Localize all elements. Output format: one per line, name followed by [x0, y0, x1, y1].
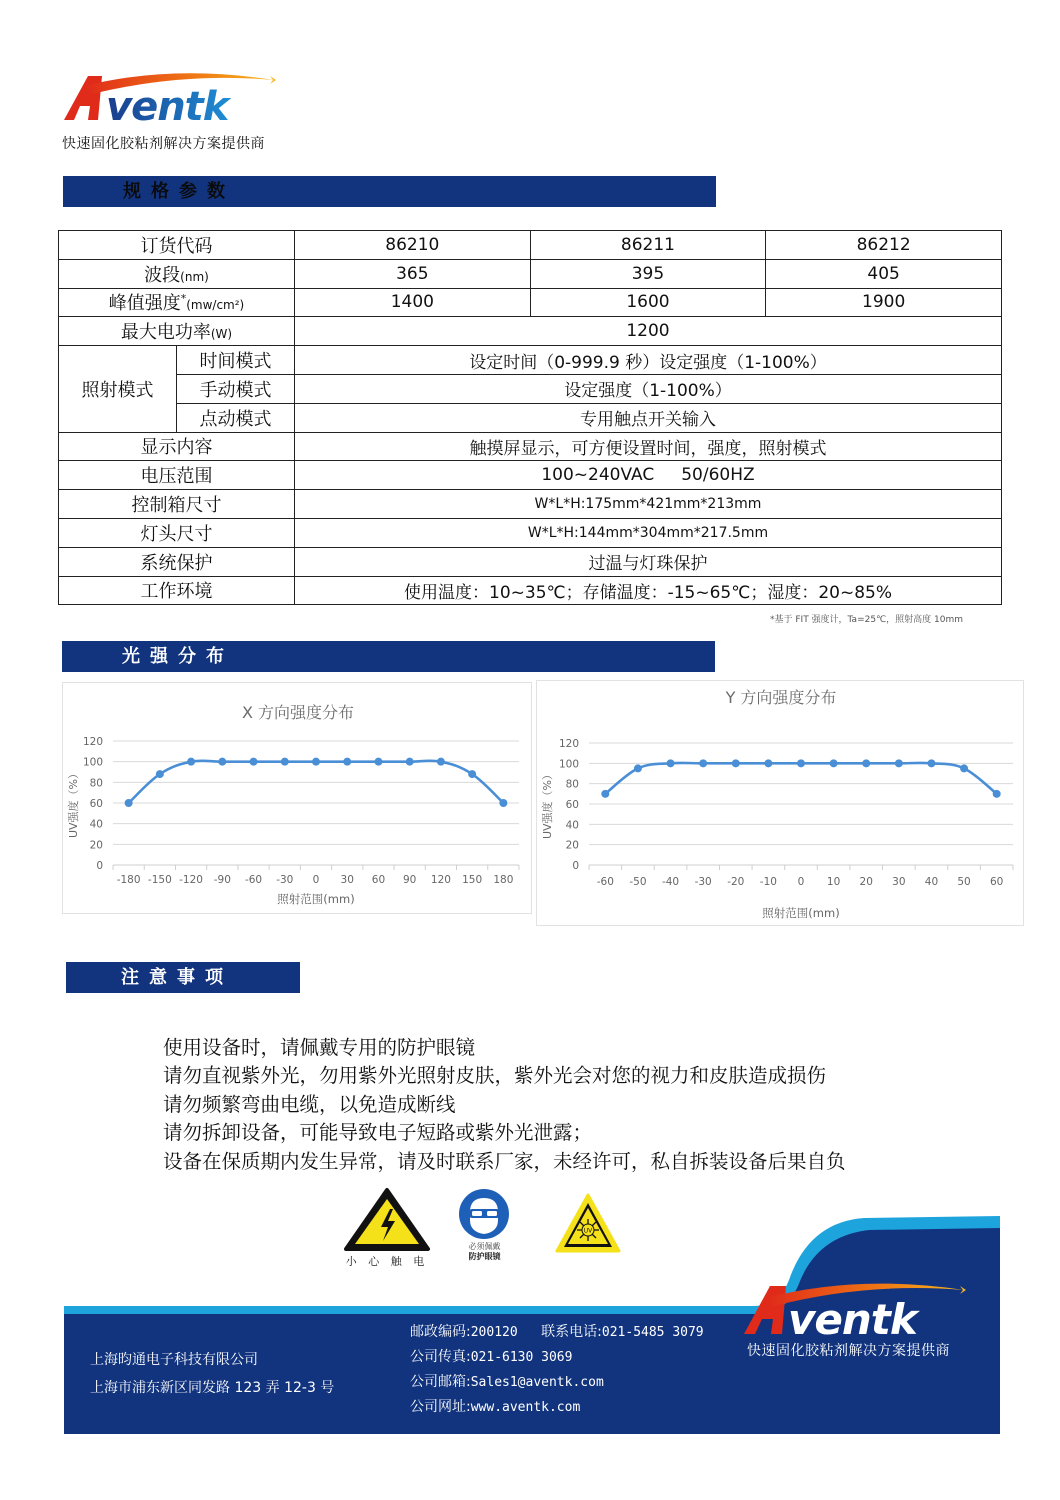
phone-number: 021-5485 3079 [601, 1325, 704, 1340]
y-tick-label: 60 [89, 798, 103, 810]
line-chart [63, 683, 533, 915]
note-item: 使用设备时，请佩戴专用的防护眼镜 [163, 1036, 476, 1059]
footer-company-info [90, 1346, 334, 1402]
note-item: 请勿直视紫外光，勿用紫外光照射皮肤，紫外光会对您的视力和皮肤造成损伤 [163, 1064, 827, 1088]
cell-value: W*L*H:175mm*421mm*213mm [295, 490, 1002, 519]
cell-value: 86211 [530, 231, 766, 260]
company-name: 上海昀通电子科技有限公司 [90, 1352, 258, 1368]
cell-value: 1600 [530, 288, 766, 317]
y-tick-label: 120 [82, 736, 103, 748]
table-row [59, 461, 1002, 490]
row-label: 灯头尺寸 [59, 518, 295, 547]
data-point [601, 790, 609, 798]
x-tick-label: -30 [694, 876, 712, 888]
data-point [797, 759, 805, 767]
x-tick-label: -10 [759, 876, 777, 888]
x-tick-label: -60 [596, 876, 614, 888]
row-label: 电压范围 [59, 461, 295, 490]
data-point [764, 759, 772, 767]
svg-text:ventk: ventk [788, 1295, 917, 1338]
y-tick-label: 20 [89, 839, 103, 852]
y-tick-label: 120 [558, 738, 579, 750]
x-tick-label: -60 [244, 874, 263, 886]
data-point [634, 764, 642, 772]
data-point [499, 799, 507, 807]
email-address[interactable]: Sales1@aventk.com [470, 1375, 604, 1390]
company-address: 上海市浦东新区同发路 123 弄 12-3 号 [90, 1380, 335, 1396]
brand-tagline: 快速固化胶粘剂解决方案提供商 [62, 136, 265, 152]
website-link[interactable]: www.aventk.com [470, 1400, 581, 1415]
table-row [59, 518, 1002, 547]
y-tick-label: 100 [82, 756, 103, 769]
data-point [895, 759, 903, 767]
data-point [281, 758, 289, 766]
table-row [59, 288, 1002, 317]
website-line: 公司网址:www.aventk.com [410, 1399, 581, 1415]
section-header-spec: 规格参数 [63, 176, 716, 207]
fax-number: 021-6130 3069 [470, 1350, 573, 1365]
data-point [218, 758, 226, 766]
table-row [59, 231, 1002, 260]
svg-text:UV: UV [583, 1227, 593, 1235]
data-point [468, 770, 476, 778]
data-point [250, 758, 258, 766]
chart-title: Y 方向强度分布 [725, 688, 837, 707]
row-label: 工作环境 [59, 576, 295, 605]
row-sub-label: 时间模式 [177, 346, 295, 375]
row-label: 显示内容 [59, 432, 295, 461]
data-point [667, 759, 675, 767]
data-point [927, 759, 935, 767]
x-tick-label: 40 [924, 876, 939, 888]
table-row [59, 432, 1002, 461]
table-row [59, 374, 1002, 403]
x-tick-label: 120 [430, 874, 451, 886]
row-label: 峰值强度*(mw/cm²) [59, 288, 295, 317]
y-tick-label: 40 [89, 818, 103, 831]
cell-value: 86212 [766, 231, 1002, 260]
row-label: 波段(nm) [59, 259, 295, 288]
cell-value: 触摸屏显示，可方便设置时间，强度，照射模式 [295, 432, 1002, 461]
y-tick-label: 80 [89, 777, 103, 790]
data-point [830, 759, 838, 767]
section-header-light-distribution: 光强分布 [62, 641, 715, 672]
x-tick-label: 0 [312, 874, 320, 886]
cell-value: 1200 [295, 317, 1002, 346]
y-axis-label: UV强度（%） [541, 768, 554, 840]
row-sub-label: 点动模式 [177, 403, 295, 432]
x-tick-label: -40 [661, 876, 680, 888]
x-tick-label: 50 [957, 876, 971, 888]
row-label: 订货代码 [59, 231, 295, 260]
cell-value: 设定强度（1-100%） [295, 374, 1002, 403]
x-tick-label: -50 [629, 876, 647, 888]
x-tick-label: -150 [147, 874, 172, 886]
table-row [59, 576, 1002, 605]
data-line [605, 763, 996, 794]
email-line: 公司邮箱:Sales1@aventk.com [410, 1374, 604, 1390]
x-tick-label: -180 [116, 874, 141, 886]
x-axis-label: 照射范围(mm) [277, 892, 355, 906]
cell-value: 过温与灯珠保护 [295, 547, 1002, 576]
x-tick-label: 150 [462, 874, 483, 886]
section-header-notes: 注意事项 [66, 962, 300, 993]
data-point [312, 758, 320, 766]
x-tick-label: 60 [371, 874, 386, 886]
x-tick-label: -120 [179, 874, 203, 886]
y-tick-label: 20 [565, 839, 579, 852]
table-row [59, 317, 1002, 346]
table-row [59, 490, 1002, 519]
x-tick-label: 60 [990, 876, 1004, 888]
y-tick-label: 80 [565, 778, 579, 791]
x-tick-label: -30 [276, 874, 294, 886]
x-tick-label: 90 [403, 874, 417, 886]
cell-value: 1900 [766, 288, 1002, 317]
data-point [993, 790, 1001, 798]
line-chart [537, 681, 1025, 927]
postcode: 200120 [470, 1325, 518, 1340]
data-point [187, 758, 195, 766]
cell-value: 395 [530, 259, 766, 288]
data-point [406, 758, 414, 766]
note-item: 请勿频繁弯曲电缆，以免造成断线 [163, 1092, 456, 1116]
postcode-phone-line: 邮政编码:200120 联系电话:021-5485 3079 [410, 1324, 704, 1340]
goggles-caption: 必须佩戴 防护眼镜 [468, 1242, 501, 1261]
table-row [59, 346, 1002, 375]
row-sub-label: 手动模式 [177, 374, 295, 403]
data-point [699, 759, 707, 767]
note-item: 请勿拆卸设备，可能导致电子短路或紫外光泄露； [163, 1121, 593, 1145]
cell-value: 1400 [295, 288, 531, 317]
row-label: 系统保护 [59, 547, 295, 576]
data-point [156, 770, 164, 778]
cell-value: 405 [766, 259, 1002, 288]
chart-y-direction [536, 680, 1024, 926]
x-tick-label: 180 [493, 874, 514, 886]
note-item: 设备在保质期内发生异常，请及时联系厂家，未经许可，私自拆装设备后果自负 [163, 1149, 846, 1173]
x-tick-label: 30 [340, 874, 354, 886]
y-tick-label: 60 [565, 799, 579, 811]
spec-footnote: *基于 FIT 强度计，Ta=25℃，照射高度 10mm [770, 615, 964, 625]
y-tick-label: 0 [572, 860, 579, 872]
x-axis-label: 照射范围(mm) [762, 906, 840, 920]
table-row [59, 403, 1002, 432]
row-label: 最大电功率(W) [59, 317, 295, 346]
x-tick-label: -20 [727, 876, 745, 888]
row-group-label: 照射模式 [59, 346, 177, 432]
footer-tagline: 快速固化胶粘剂解决方案提供商 [747, 1343, 950, 1359]
footer-contact-info [410, 1320, 704, 1420]
cell-value: 使用温度：10~35℃；存储温度：-15~65℃；湿度：20~85% [295, 576, 1002, 605]
data-point [125, 799, 133, 807]
data-point [862, 759, 870, 767]
x-tick-label: 0 [797, 876, 805, 888]
data-point [343, 758, 351, 766]
high-voltage-caption: 小 心 触 电 [345, 1255, 429, 1268]
cell-value: 设定时间（0-999.9 秒）设定强度（1-100%） [295, 346, 1002, 375]
chart-x-direction [62, 682, 532, 914]
y-tick-label: 0 [96, 860, 103, 872]
x-tick-label: 10 [826, 876, 841, 888]
table-row [59, 259, 1002, 288]
row-label: 控制箱尺寸 [59, 490, 295, 519]
fax-line: 公司传真:021-6130 3069 [410, 1349, 573, 1365]
data-point [437, 758, 445, 766]
footer-aventk-logo [742, 1278, 982, 1338]
cell-value: 专用触点开关输入 [295, 403, 1002, 432]
svg-text:ventk: ventk [106, 84, 229, 124]
y-tick-label: 100 [558, 758, 579, 771]
data-point [732, 759, 740, 767]
x-tick-label: 20 [859, 876, 873, 888]
data-point [374, 758, 382, 766]
y-axis-label: UV强度（%） [67, 767, 80, 839]
table-row [59, 547, 1002, 576]
data-point [960, 764, 968, 772]
cell-value: 100~240VAC 50/60HZ [295, 461, 1002, 490]
x-tick-label: -90 [213, 874, 231, 886]
y-tick-label: 40 [565, 819, 579, 832]
cell-value: 365 [295, 259, 531, 288]
x-tick-label: 30 [892, 876, 906, 888]
aventk-logo [62, 68, 292, 124]
cell-value: 86210 [295, 231, 531, 260]
notes-list [163, 1034, 846, 1176]
cell-value: W*L*H:144mm*304mm*217.5mm [295, 518, 1002, 547]
chart-title: X 方向强度分布 [241, 703, 355, 722]
spec-table [58, 230, 1002, 605]
